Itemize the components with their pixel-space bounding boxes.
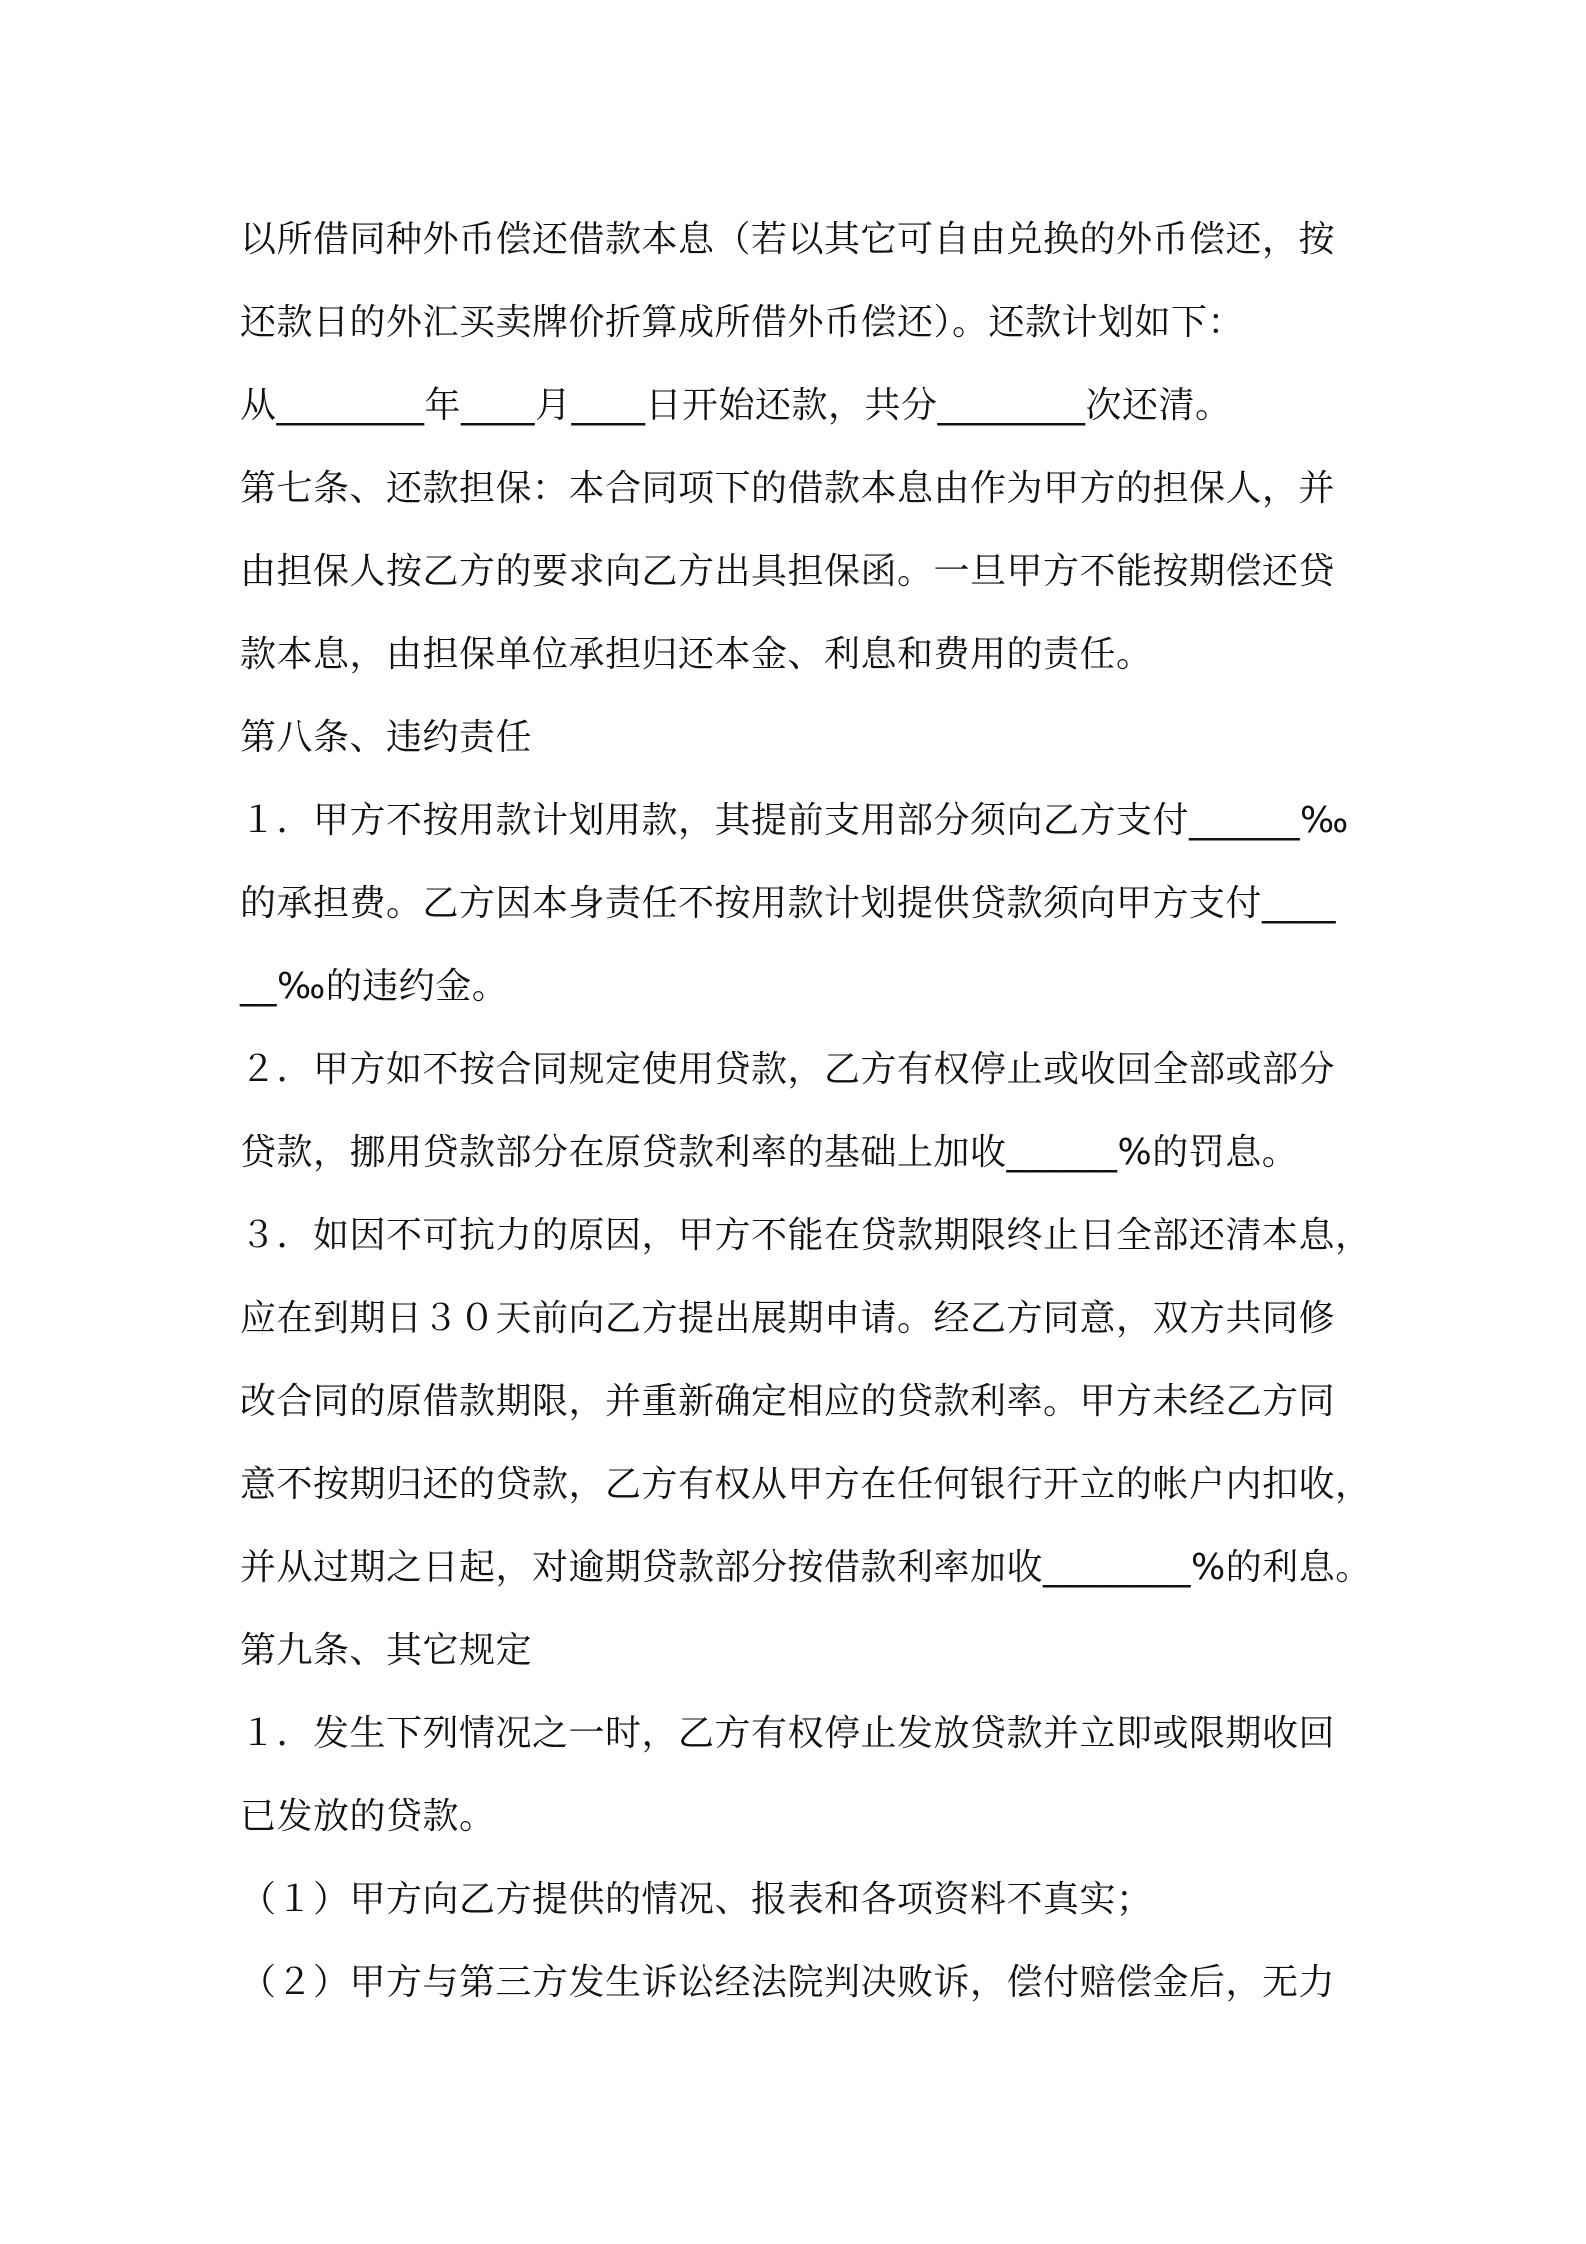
text-line: 已发放的贷款。 (240, 1796, 496, 1837)
text-line: 并从过期之日起，对逾期贷款部分按借款利率加收________%的利息。 (240, 1547, 1372, 1588)
text-line: （１）甲方向乙方提供的情况、报表和各项资料不真实； (240, 1879, 1153, 1920)
text-line: 还款日的外汇买卖牌价折算成所借外币偿还）。还款计划如下： (240, 302, 1245, 343)
text-line: 贷款，挪用贷款部分在原贷款利率的基础上加收______%的罚息。 (240, 1132, 1299, 1173)
document-body (240, 198, 1372, 2024)
text-line: １．甲方不按用款计划用款，其提前支用部分须向乙方支付______‰ (240, 800, 1349, 841)
text-line: 的承担费。乙方因本身责任不按用款计划提供贷款须向甲方支付____ (240, 883, 1337, 924)
text-line: 款本息，由担保单位承担归还本金、利息和费用的责任。 (240, 634, 1153, 675)
text-line: １．发生下列情况之一时，乙方有权停止发放贷款并立即或限期收回 (240, 1713, 1336, 1754)
text-line: 意不按期归还的贷款，乙方有权从甲方在任何银行开立的帐户内扣收， (240, 1464, 1372, 1505)
text-line: __‰的违约金。 (240, 966, 509, 1007)
section-heading: 第八条、违约责任 (240, 717, 533, 758)
text-line: （２）甲方与第三方发生诉讼经法院判决败诉，偿付赔偿金后，无力 (240, 1962, 1336, 2003)
text-line: 第七条、还款担保：本合同项下的借款本息由作为甲方的担保人，并 (240, 468, 1336, 509)
text-line: ３．如因不可抗力的原因，甲方不能在贷款期限终止日全部还清本息， (240, 1215, 1372, 1256)
text-line: 以所借同种外币偿还借款本息（若以其它可自由兑换的外币偿还，按 (240, 219, 1336, 260)
text-line: 应在到期日３０天前向乙方提出展期申请。经乙方同意，双方共同修 (240, 1298, 1336, 1339)
section-heading: 第九条、其它规定 (240, 1630, 533, 1671)
text-line: 从________年____月____日开始还款，共分________次还清。 (240, 385, 1232, 426)
text-line: 改合同的原借款期限，并重新确定相应的贷款利率。甲方未经乙方同 (240, 1381, 1336, 1422)
text-line: 由担保人按乙方的要求向乙方出具担保函。一旦甲方不能按期偿还贷 (240, 551, 1336, 592)
text-line: ２．甲方如不按合同规定使用贷款，乙方有权停止或收回全部或部分 (240, 1049, 1336, 1090)
